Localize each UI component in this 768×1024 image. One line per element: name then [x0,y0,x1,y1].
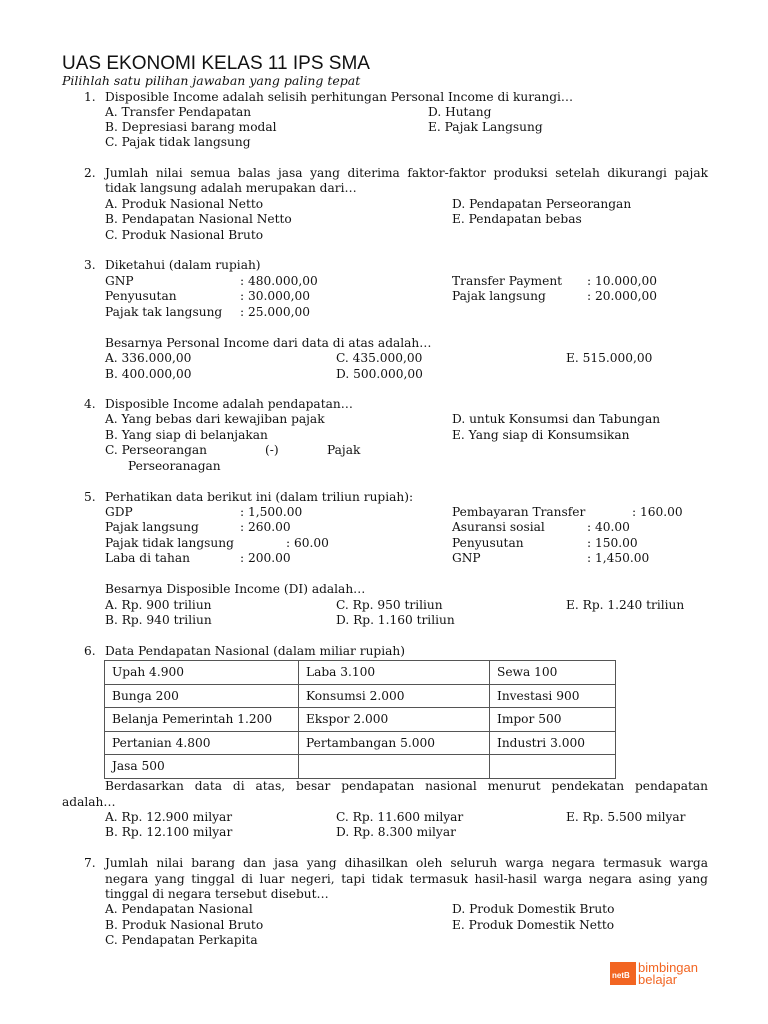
table-row [105,731,616,755]
option-b: B. Depresiasi barang modal [105,120,277,134]
table-cell: Belanja Pemerintah 1.200 [105,708,299,732]
option-d: D. Produk Domestik Bruto [452,902,615,916]
data-value: : 260.00 [240,520,291,534]
question-number: 2. [84,166,96,180]
income-data-table [104,660,616,779]
option-c: C. Rp. 950 triliun [336,598,443,612]
option-b: B. Rp. 12.100 milyar [105,825,233,839]
data-label: Transfer Payment [452,274,563,288]
table-cell: Konsumsi 2.000 [299,684,490,708]
data-label: GNP [452,551,481,565]
option-e: E. Pajak Langsung [428,120,543,134]
table-cell: Ekspor 2.000 [299,708,490,732]
question-text: negara yang tinggal di luar negeri, tapi tidak termasuk hasil-hasil warga negara asing yang [105,872,708,886]
option-e: E. 515.000,00 [566,351,653,365]
instructions: Pilihlah satu pilihan jawaban yang paling tepat [62,73,361,88]
option-d: D. untuk Konsumsi dan Tabungan [452,412,661,426]
table-cell [490,755,616,779]
bimbingan-belajar-logo [610,961,720,987]
data-value: : 25.000,00 [240,305,311,319]
question-number: 6. [84,644,96,658]
data-value: : 1,500.00 [240,505,303,519]
table-cell: Bunga 200 [105,684,299,708]
option-c: C. Pajak tidak langsung [105,135,251,149]
option-e: E. Pendapatan bebas [452,212,582,226]
data-label: GNP [105,274,134,288]
option-e: E. Rp. 5.500 milyar [566,810,686,824]
table-row [105,708,616,732]
data-value: : 10.000,00 [587,274,658,288]
data-value: : 200.00 [240,551,291,565]
option-b: B. Pendapatan Nasional Netto [105,212,292,226]
question-text: Disposible Income adalah pendapatan… [105,397,353,411]
table-cell: Upah 4.900 [105,661,299,685]
option-c: C. Perseorangan [105,443,207,457]
option-a: A. Pendapatan Nasional [105,902,253,916]
option-e: E. Rp. 1.240 triliun [566,598,685,612]
data-label: Asuransi sosial [452,520,545,534]
option-d: D. Hutang [428,105,492,119]
data-label: Pajak tidak langsung [105,536,234,550]
option-c-minus: (-) [265,443,279,457]
table-cell [299,755,490,779]
question-text: Data Pendapatan Nasional (dalam miliar rupiah) [105,644,405,658]
option-b: B. 400.000,00 [105,367,192,381]
question-prompt: Besarnya Disposible Income (DI) adalah… [105,582,366,596]
option-c-tax: Pajak [327,443,361,457]
table-cell: Industri 3.000 [490,731,616,755]
logo-mark [610,962,636,985]
option-a: A. Yang bebas dari kewajiban pajak [105,412,325,426]
option-a: A. Produk Nasional Netto [105,197,264,211]
option-d: D. Rp. 1.160 triliun [336,613,455,627]
question-prompt: Besarnya Personal Income dari data di atas adalah… [105,336,432,350]
data-label: Laba di tahan [105,551,191,565]
data-value: : 30.000,00 [240,289,311,303]
table-row [105,661,616,685]
table-cell: Impor 500 [490,708,616,732]
question-text: Jumlah nilai semua balas jasa yang diterima faktor-faktor produksi setelah dikurangi pajak [105,166,708,180]
option-e: E. Yang siap di Konsumsikan [452,428,630,442]
question-text: tidak langsung adalah merupakan dari… [105,181,357,195]
option-b: B. Rp. 940 triliun [105,613,212,627]
data-value: : 20.000,00 [587,289,658,303]
page-title: UAS EKONOMI KELAS 11 IPS SMA [62,53,370,74]
data-value: : 150.00 [587,536,638,550]
option-b: B. Yang siap di belanjakan [105,428,268,442]
option-c: C. 435.000,00 [336,351,423,365]
question-text: Disposible Income adalah selisih perhitungan Personal Income di kurangi… [105,90,574,104]
option-c: C. Pendapatan Perkapita [105,933,258,947]
question-prompt: Berdasarkan data di atas, besar pendapatan nasional menurut pendekatan pendapatan [105,779,708,793]
question-text: Diketahui (dalam rupiah) [105,258,261,272]
option-d: D. 500.000,00 [336,367,423,381]
data-label: Pembayaran Transfer [452,505,586,519]
data-label: GDP [105,505,133,519]
data-label: Pajak langsung [105,520,199,534]
question-number: 1. [84,90,96,104]
table-cell: Laba 3.100 [299,661,490,685]
data-label: Pajak tak langsung [105,305,223,319]
data-value: : 480.000,00 [240,274,318,288]
question-number: 7. [84,856,96,870]
logo-word-1: bimbingan [638,960,698,975]
option-c: C. Rp. 11.600 milyar [336,810,464,824]
table-cell: Pertanian 4.800 [105,731,299,755]
option-d: D. Pendapatan Perseorangan [452,197,632,211]
data-value: : 60.00 [286,536,329,550]
question-text: Perhatikan data berikut ini (dalam triliun rupiah): [105,490,414,504]
table-row [105,755,616,779]
logo-word-2: belajar [638,972,678,987]
option-a: A. Rp. 12.900 milyar [105,810,233,824]
data-label: Penyusutan [452,536,524,550]
data-value: : 40.00 [587,520,630,534]
option-c-line2: Perseoranagan [128,459,221,473]
option-a: A. 336.000,00 [105,351,192,365]
table-cell: Pertambangan 5.000 [299,731,490,755]
question-number: 4. [84,397,96,411]
question-number: 5. [84,490,96,504]
question-number: 3. [84,258,96,272]
question-prompt: adalah… [62,795,116,809]
question-text: Jumlah nilai barang dan jasa yang dihasilkan oleh seluruh warga negara termasuk warga [105,856,708,870]
option-a: A. Transfer Pendapatan [105,105,252,119]
question-text: tinggal di negara tersebut disebut… [105,887,329,901]
table-row [105,684,616,708]
option-a: A. Rp. 900 triliun [105,598,212,612]
table-cell: Jasa 500 [105,755,299,779]
data-label: Penyusutan [105,289,177,303]
option-e: E. Produk Domestik Netto [452,918,615,932]
option-b: B. Produk Nasional Bruto [105,918,264,932]
table-cell: Sewa 100 [490,661,616,685]
table-cell: Investasi 900 [490,684,616,708]
option-c: C. Produk Nasional Bruto [105,228,264,242]
data-label: Pajak langsung [452,289,546,303]
data-value: : 1,450.00 [587,551,650,565]
data-value: : 160.00 [632,505,683,519]
option-d: D. Rp. 8.300 milyar [336,825,456,839]
logo-mark-text: netB [612,971,630,980]
